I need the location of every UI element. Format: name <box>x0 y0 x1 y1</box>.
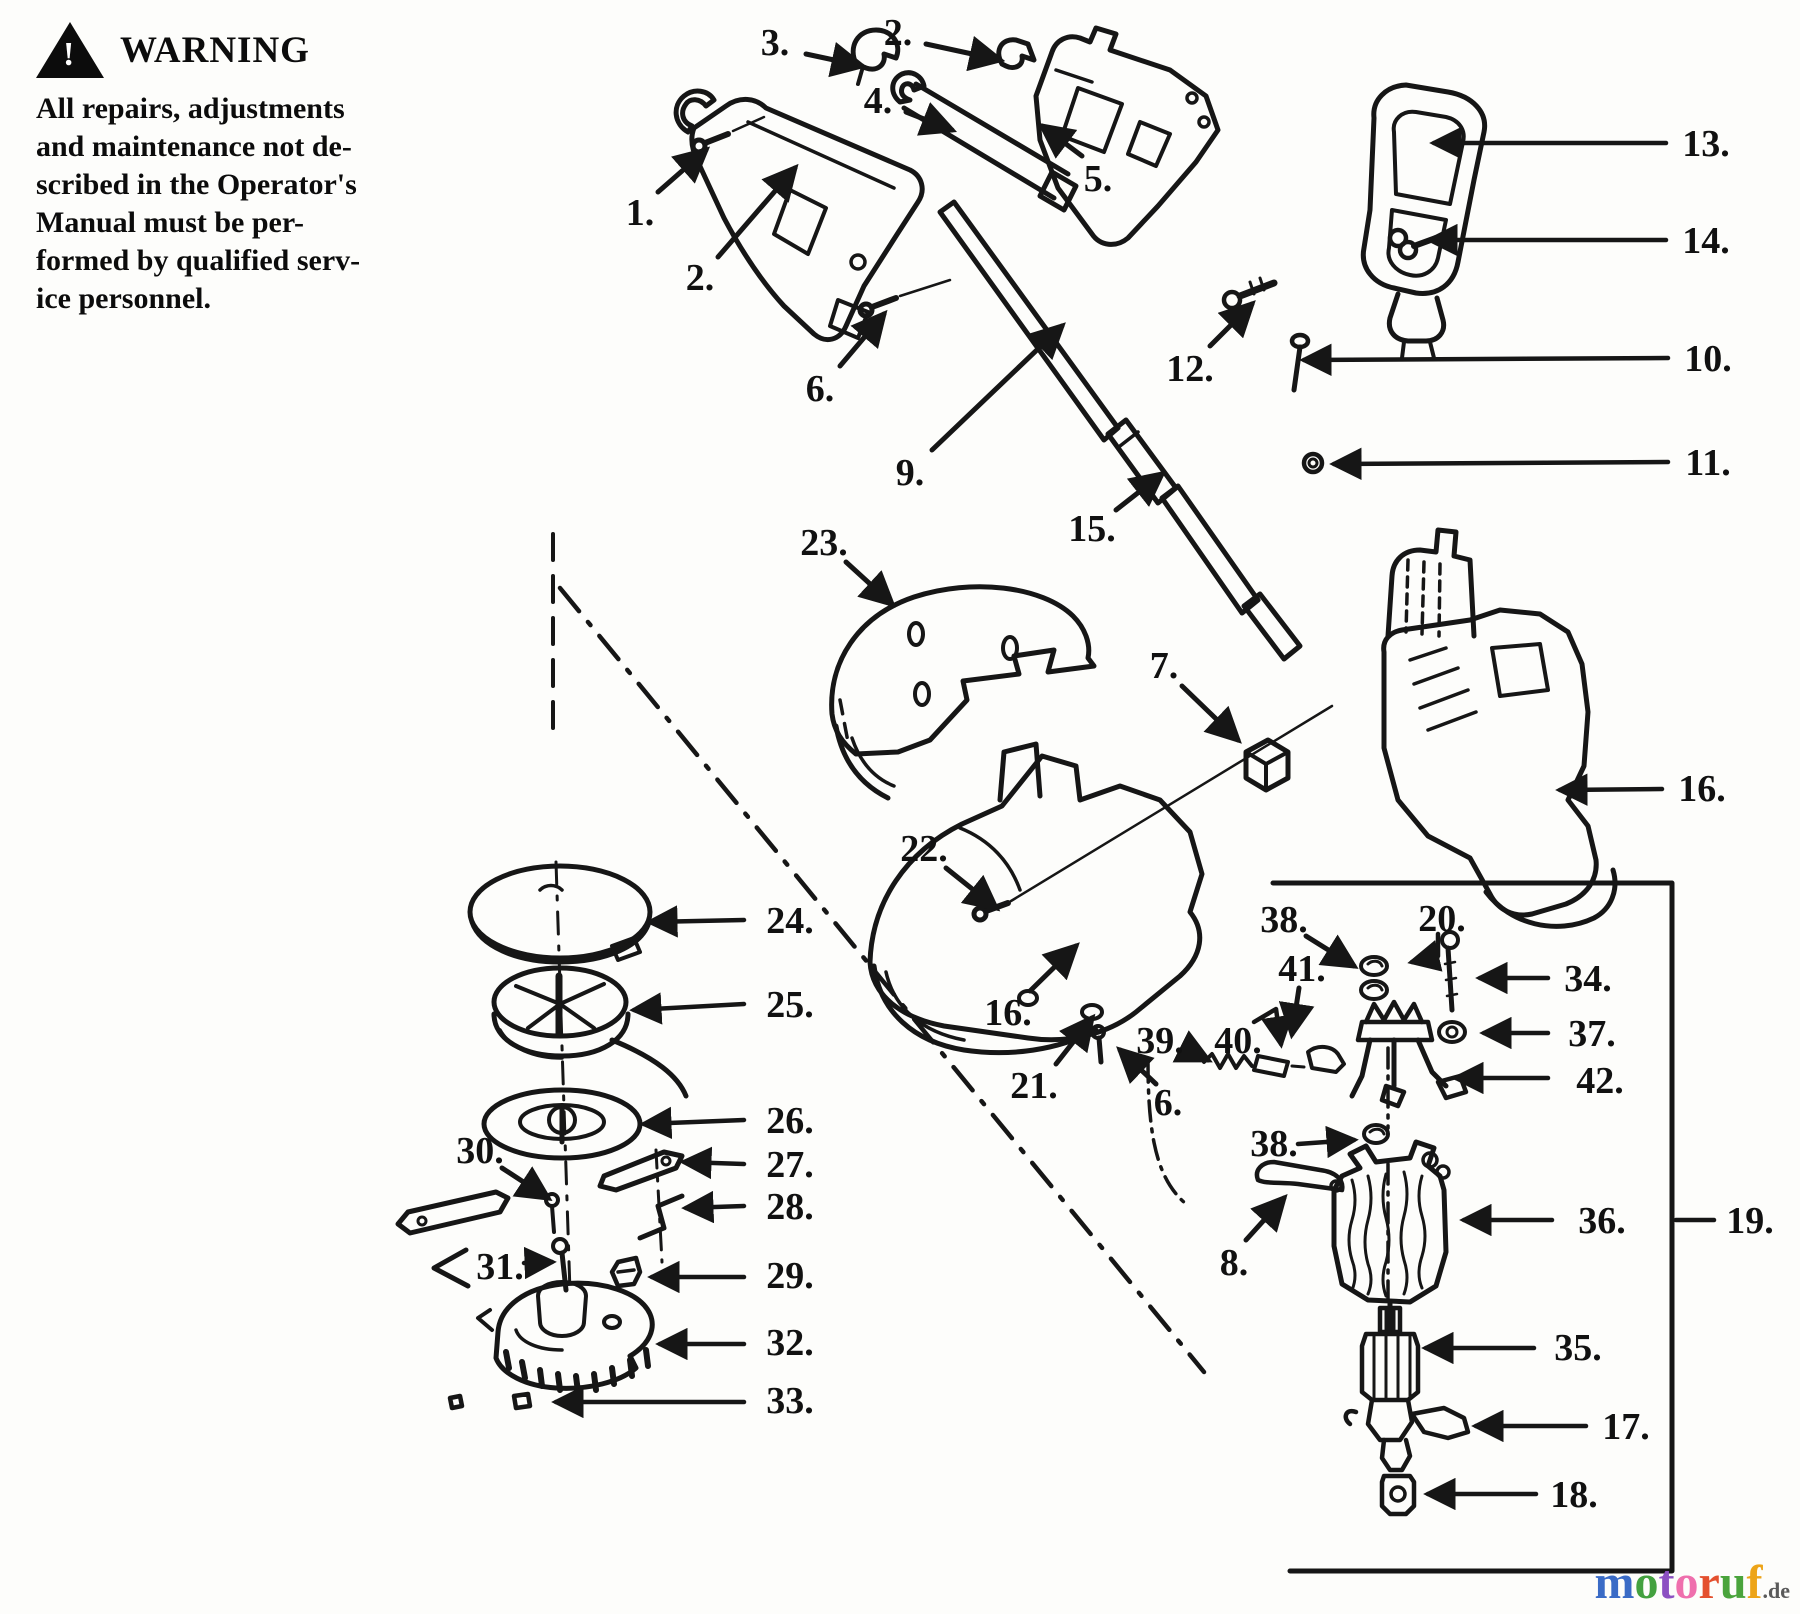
warning-block <box>36 22 456 318</box>
callout-label: 9. <box>895 452 925 494</box>
watermark-letter: u <box>1719 1556 1747 1609</box>
callout-18 <box>1428 1474 1598 1516</box>
callout-40 <box>1214 1009 1281 1062</box>
callout-7 <box>1150 645 1238 740</box>
callout-label: 25. <box>766 984 814 1026</box>
callout-label: 3. <box>760 22 790 64</box>
callout-label: 40. <box>1214 1020 1262 1062</box>
warning-title: WARNING <box>120 29 310 71</box>
callout-label: 30. <box>456 1130 504 1172</box>
callout-label: 42. <box>1576 1060 1624 1102</box>
callout-34 <box>1480 958 1612 1000</box>
callout-4 <box>864 80 952 130</box>
part-head-housing-left <box>870 744 1202 1053</box>
callout-19 <box>1726 1200 1774 1242</box>
callout-label: 27. <box>766 1144 814 1186</box>
watermark-letter: o <box>1634 1556 1659 1609</box>
callout-label: 36. <box>1578 1200 1626 1242</box>
callout-20 <box>1412 898 1466 962</box>
part-shield <box>832 587 1094 798</box>
callout-label: 29. <box>766 1255 814 1297</box>
callout-label: 4. <box>863 80 893 122</box>
part-motor-housing-right <box>1384 530 1615 926</box>
callout-label: 24. <box>766 900 814 942</box>
part-nut-33 <box>450 1394 530 1408</box>
callout-label: 22. <box>900 828 948 870</box>
part-stator-36 <box>1334 1142 1449 1302</box>
warning-triangle-icon: ! <box>36 22 104 78</box>
part-rotor-42 <box>1352 1002 1466 1106</box>
callout-27 <box>684 1144 814 1186</box>
callout-label: 13. <box>1682 123 1730 165</box>
part-washer-38b <box>1364 1125 1388 1143</box>
callout-label: 10. <box>1684 338 1732 380</box>
warning-text <box>36 90 456 318</box>
watermark-letter: r <box>1698 1556 1720 1609</box>
callout-39 <box>1136 1020 1208 1062</box>
callout-label: 26. <box>766 1100 814 1142</box>
watermark-letter: m <box>1594 1556 1635 1609</box>
callout-label: 19. <box>1726 1200 1774 1242</box>
callout-label: 6. <box>805 368 835 410</box>
part-spool <box>494 968 686 1096</box>
callout-label: 16. <box>984 992 1032 1034</box>
callout-label: 37. <box>1568 1013 1616 1055</box>
warning-text-line: and maintenance not de- <box>36 130 352 163</box>
watermark-letter: t <box>1658 1556 1675 1609</box>
part-switch-lever-8 <box>1257 1162 1342 1191</box>
part-toothed-head <box>478 1282 652 1392</box>
callout-label: 41. <box>1278 948 1326 990</box>
callout-9 <box>896 326 1062 494</box>
callout-label: 7. <box>1149 645 1179 687</box>
part-shaft-tube <box>940 202 1300 659</box>
callout-29 <box>652 1255 814 1297</box>
callout-30 <box>456 1130 548 1198</box>
callout-37 <box>1484 1013 1616 1055</box>
callout-label: 8. <box>1219 1242 1249 1284</box>
callout-1 <box>626 150 706 234</box>
callout-41 <box>1278 948 1326 1034</box>
callout-3 <box>761 22 862 66</box>
callout-label: 33. <box>766 1380 814 1422</box>
callout-28 <box>686 1186 814 1228</box>
callout-12 <box>1166 304 1252 390</box>
callout-label: 18. <box>1550 1474 1598 1516</box>
part-washer-37 <box>1439 1022 1465 1042</box>
construction-lines <box>434 534 1714 1372</box>
watermark-letter: f <box>1746 1556 1763 1609</box>
part-screw-10 <box>1292 335 1308 390</box>
callout-31 <box>476 1246 552 1288</box>
watermark-suffix: .de <box>1762 1578 1790 1603</box>
callout-label: 35. <box>1554 1327 1602 1369</box>
part-nut-29 <box>612 1258 640 1286</box>
part-bracket-housing <box>999 28 1218 244</box>
callout-label: 2. <box>883 12 913 54</box>
callout-label: 14. <box>1682 220 1730 262</box>
warning-text-line: scribed in the Operator's <box>36 168 357 201</box>
callout-15 <box>1068 474 1162 550</box>
callout-label: 38. <box>1250 1123 1298 1165</box>
callout-26 <box>644 1100 814 1142</box>
callout-label: 5. <box>1083 158 1113 200</box>
callout-label: 20. <box>1418 898 1466 940</box>
warning-text-line: formed by qualified serv- <box>36 244 361 277</box>
part-screw-14 <box>1390 230 1436 258</box>
callout-label: 31. <box>476 1246 524 1288</box>
callout-32 <box>660 1322 814 1364</box>
callout-11 <box>1334 442 1731 484</box>
callout-42 <box>1456 1060 1624 1102</box>
callout-23 <box>800 522 892 604</box>
callout-label: 32. <box>766 1322 814 1364</box>
callout-2a <box>686 168 795 299</box>
callout-label: 15. <box>1068 508 1116 550</box>
warning-text-line: All repairs, adjustments <box>36 92 345 125</box>
part-fan-arm-17 <box>1346 1408 1468 1470</box>
callout-17 <box>1476 1406 1650 1448</box>
part-screw-6-upper <box>860 280 950 316</box>
callout-label: 16. <box>1678 768 1726 810</box>
callout-label: 11. <box>1685 442 1731 484</box>
part-bearing-18 <box>1382 1476 1414 1514</box>
callout-label: 2. <box>685 257 715 299</box>
callout-38b <box>1250 1123 1354 1165</box>
callout-label: 28. <box>766 1186 814 1228</box>
callout-label: 17. <box>1602 1406 1650 1448</box>
callout-2b <box>884 12 1000 60</box>
part-blade-30 <box>398 1192 558 1233</box>
callout-10 <box>1304 338 1732 380</box>
callout-label: 23. <box>800 522 848 564</box>
watermark-letter: o <box>1674 1556 1699 1609</box>
part-washers-38-41 <box>1361 957 1387 999</box>
callout-label: 12. <box>1166 348 1214 390</box>
part-disc <box>484 1090 640 1158</box>
part-bolt-20 <box>1442 932 1458 1010</box>
warning-text-line: Manual must be per- <box>36 206 305 239</box>
callout-35 <box>1426 1327 1602 1369</box>
callout-label: 21. <box>1010 1065 1058 1107</box>
watermark <box>1595 1555 1790 1610</box>
callout-36 <box>1464 1200 1626 1242</box>
callout-24 <box>650 900 814 942</box>
callout-label: 6. <box>1153 1082 1183 1124</box>
callout-label: 38. <box>1260 899 1308 941</box>
callout-25 <box>634 984 814 1026</box>
callout-label: 39. <box>1136 1020 1184 1062</box>
warning-text-line: ice personnel. <box>36 282 211 315</box>
part-screw-22 <box>974 706 1332 920</box>
callout-16b <box>984 946 1076 1034</box>
part-blade-27 <box>600 1152 682 1190</box>
part-block-7 <box>1246 740 1288 790</box>
callout-14 <box>1430 220 1730 262</box>
part-d-handle <box>1363 85 1484 358</box>
callout-16a <box>1560 768 1726 810</box>
callout-label: 34. <box>1564 958 1612 1000</box>
part-armature-35 <box>1362 1302 1418 1440</box>
part-nut-11 <box>1304 454 1322 472</box>
callout-8 <box>1220 1198 1284 1284</box>
callout-label: 1. <box>625 192 655 234</box>
